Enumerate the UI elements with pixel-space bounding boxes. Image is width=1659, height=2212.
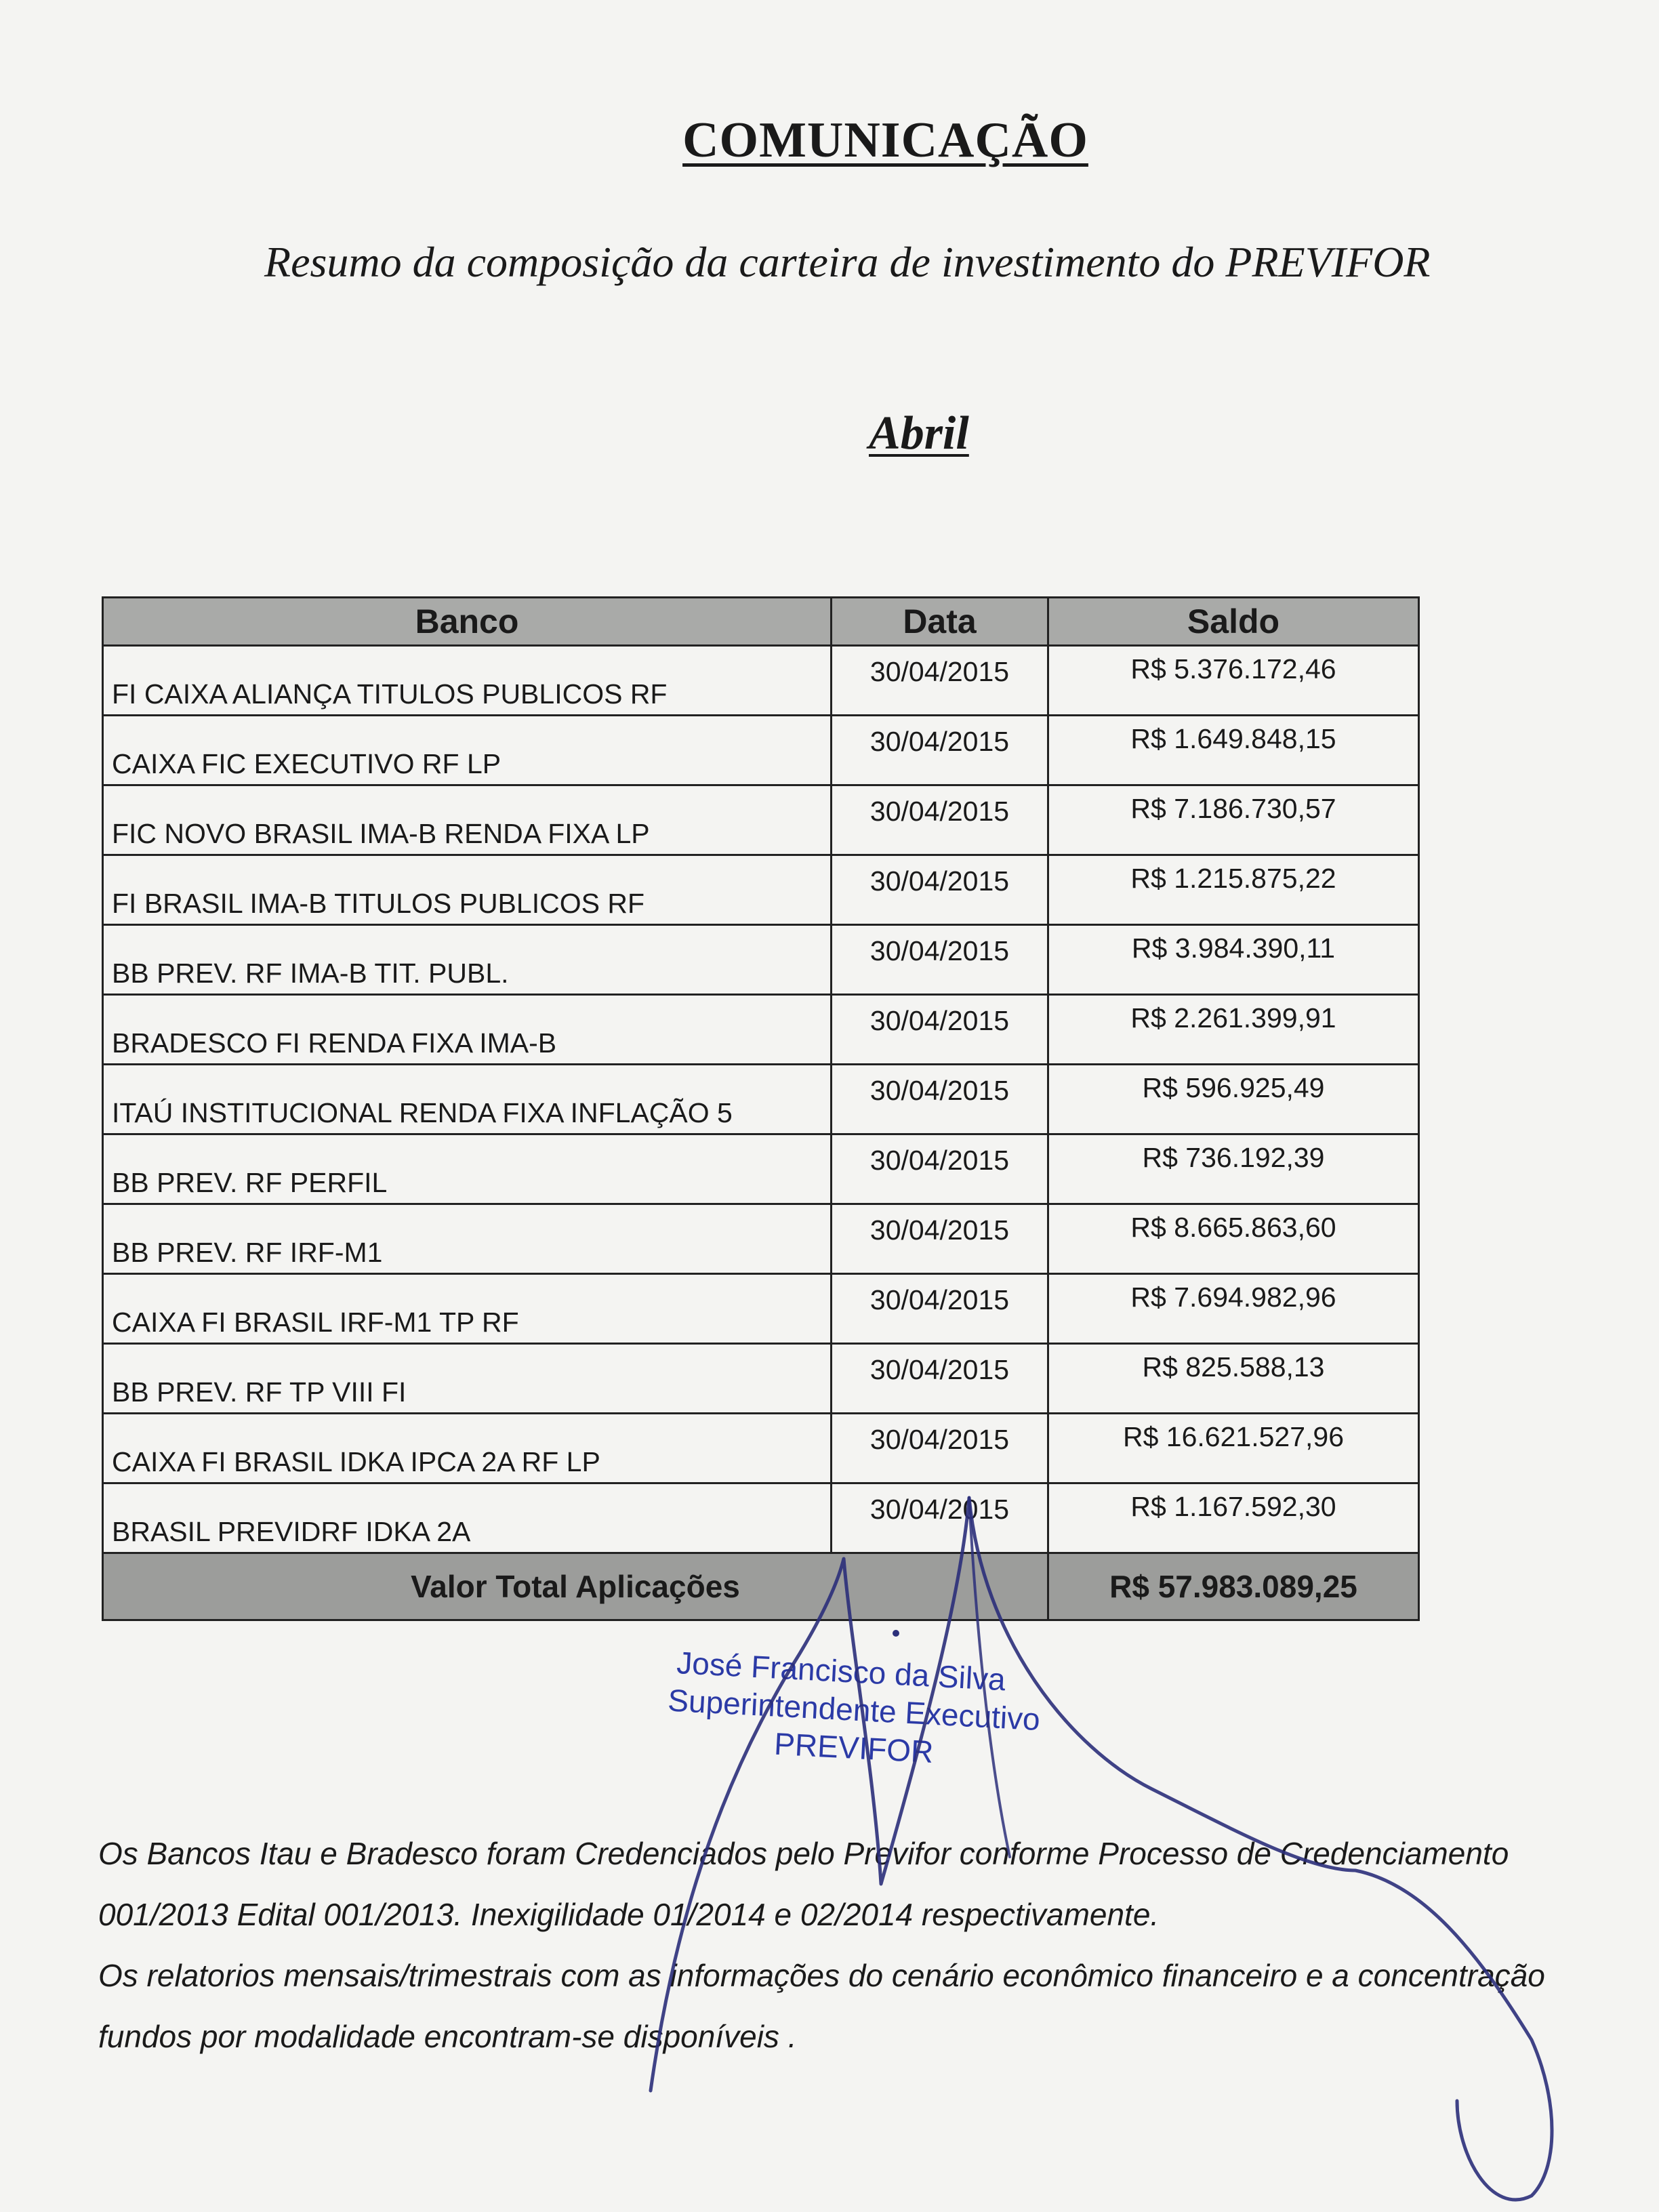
balance-cell: R$ 1.649.848,15	[1048, 716, 1419, 785]
stamp-name: José Francisco da Silva	[676, 1644, 1006, 1698]
table-row	[103, 1065, 1419, 1134]
fund-name-cell: CAIXA FI BRASIL IDKA IPCA 2A RF LP	[103, 1414, 832, 1483]
balance-cell: R$ 3.984.390,11	[1048, 925, 1419, 995]
date-cell: 30/04/2015	[832, 925, 1048, 995]
date-cell: 30/04/2015	[832, 1414, 1048, 1483]
date-cell: 30/04/2015	[832, 646, 1048, 716]
balance-cell: R$ 825.588,13	[1048, 1344, 1419, 1414]
footnote-line: 001/2013 Edital 001/2013. Inexigilidade 01/2014 e 02/2014 respectivamente.	[98, 1897, 1160, 1932]
fund-name-cell: FIC NOVO BRASIL IMA-B RENDA FIXA LP	[103, 785, 832, 855]
fund-name-cell: CAIXA FIC EXECUTIVO RF LP	[103, 716, 832, 785]
date-cell: 30/04/2015	[832, 1065, 1048, 1134]
fund-name-cell: FI BRASIL IMA-B TITULOS PUBLICOS RF	[103, 855, 832, 925]
fund-name-cell: BB PREV. RF IMA-B TIT. PUBL.	[103, 925, 832, 995]
date-cell: 30/04/2015	[832, 995, 1048, 1065]
fund-name-cell: ITAÚ INSTITUCIONAL RENDA FIXA INFLAÇÃO 5	[103, 1065, 832, 1134]
date-cell: 30/04/2015	[832, 785, 1048, 855]
stamp-role: Superintendente Executivo	[667, 1682, 1042, 1738]
table-row	[103, 1134, 1419, 1204]
fund-name-cell: BRADESCO FI RENDA FIXA IMA-B	[103, 995, 832, 1065]
month-heading: Abril	[869, 407, 969, 459]
table-header-row	[103, 598, 1419, 646]
fund-name-cell: BB PREV. RF PERFIL	[103, 1134, 832, 1204]
table-row	[103, 855, 1419, 925]
balance-cell: R$ 7.186.730,57	[1048, 785, 1419, 855]
date-cell: 30/04/2015	[832, 1204, 1048, 1274]
total-value: R$ 57.983.089,25	[1048, 1553, 1419, 1620]
balance-cell: R$ 1.215.875,22	[1048, 855, 1419, 925]
footnotes	[98, 1823, 1659, 2067]
table-row	[103, 1414, 1419, 1483]
table-row	[103, 1204, 1419, 1274]
footnote-line: Os Bancos Itau e Bradesco foram Credenciados pelo Previfor conforme Processo de Credenciamento	[98, 1836, 1509, 1871]
total-row	[103, 1553, 1419, 1620]
table-row	[103, 995, 1419, 1065]
fund-name-cell: FI CAIXA ALIANÇA TITULOS PUBLICOS RF	[103, 646, 832, 716]
date-cell: 30/04/2015	[832, 1274, 1048, 1344]
header-banco: Banco	[103, 598, 832, 646]
balance-cell: R$ 736.192,39	[1048, 1134, 1419, 1204]
table-row	[103, 925, 1419, 995]
signature-stamp	[667, 1643, 1043, 1776]
footnote-line: Os relatorios mensais/trimestrais com as informações do cenário econômico financeiro e a concentração	[98, 1958, 1545, 1993]
investment-table	[102, 596, 1420, 1621]
balance-cell: R$ 596.925,49	[1048, 1065, 1419, 1134]
header-data: Data	[832, 598, 1048, 646]
fund-name-cell: BB PREV. RF IRF-M1	[103, 1204, 832, 1274]
document-subtitle: Resumo da composição da carteira de investimento do PREVIFOR	[264, 238, 1431, 286]
date-cell: 30/04/2015	[832, 1134, 1048, 1204]
table-row	[103, 646, 1419, 716]
balance-cell: R$ 16.621.527,96	[1048, 1414, 1419, 1483]
footnote-line: fundos por modalidade encontram-se disponíveis .	[98, 2019, 797, 2054]
fund-name-cell: CAIXA FI BRASIL IRF-M1 TP RF	[103, 1274, 832, 1344]
table-row	[103, 1274, 1419, 1344]
table-body	[103, 646, 1419, 1553]
table-row	[103, 785, 1419, 855]
table-row	[103, 1344, 1419, 1414]
stamp-org: PREVIFOR	[773, 1725, 935, 1769]
balance-cell: R$ 1.167.592,30	[1048, 1483, 1419, 1553]
table-row	[103, 1483, 1419, 1553]
balance-cell: R$ 5.376.172,46	[1048, 646, 1419, 716]
fund-name-cell: BB PREV. RF TP VIII FI	[103, 1344, 832, 1414]
balance-cell: R$ 2.261.399,91	[1048, 995, 1419, 1065]
date-cell: 30/04/2015	[832, 1344, 1048, 1414]
document-title: COMUNICAÇÃO	[682, 112, 1088, 168]
total-label: Valor Total Aplicações	[103, 1553, 1048, 1620]
balance-cell: R$ 8.665.863,60	[1048, 1204, 1419, 1274]
date-cell: 30/04/2015	[832, 1483, 1048, 1553]
header-saldo: Saldo	[1048, 598, 1419, 646]
table-row	[103, 716, 1419, 785]
balance-cell: R$ 7.694.982,96	[1048, 1274, 1419, 1344]
fund-name-cell: BRASIL PREVIDRF IDKA 2A	[103, 1483, 832, 1553]
date-cell: 30/04/2015	[832, 855, 1048, 925]
date-cell: 30/04/2015	[832, 716, 1048, 785]
